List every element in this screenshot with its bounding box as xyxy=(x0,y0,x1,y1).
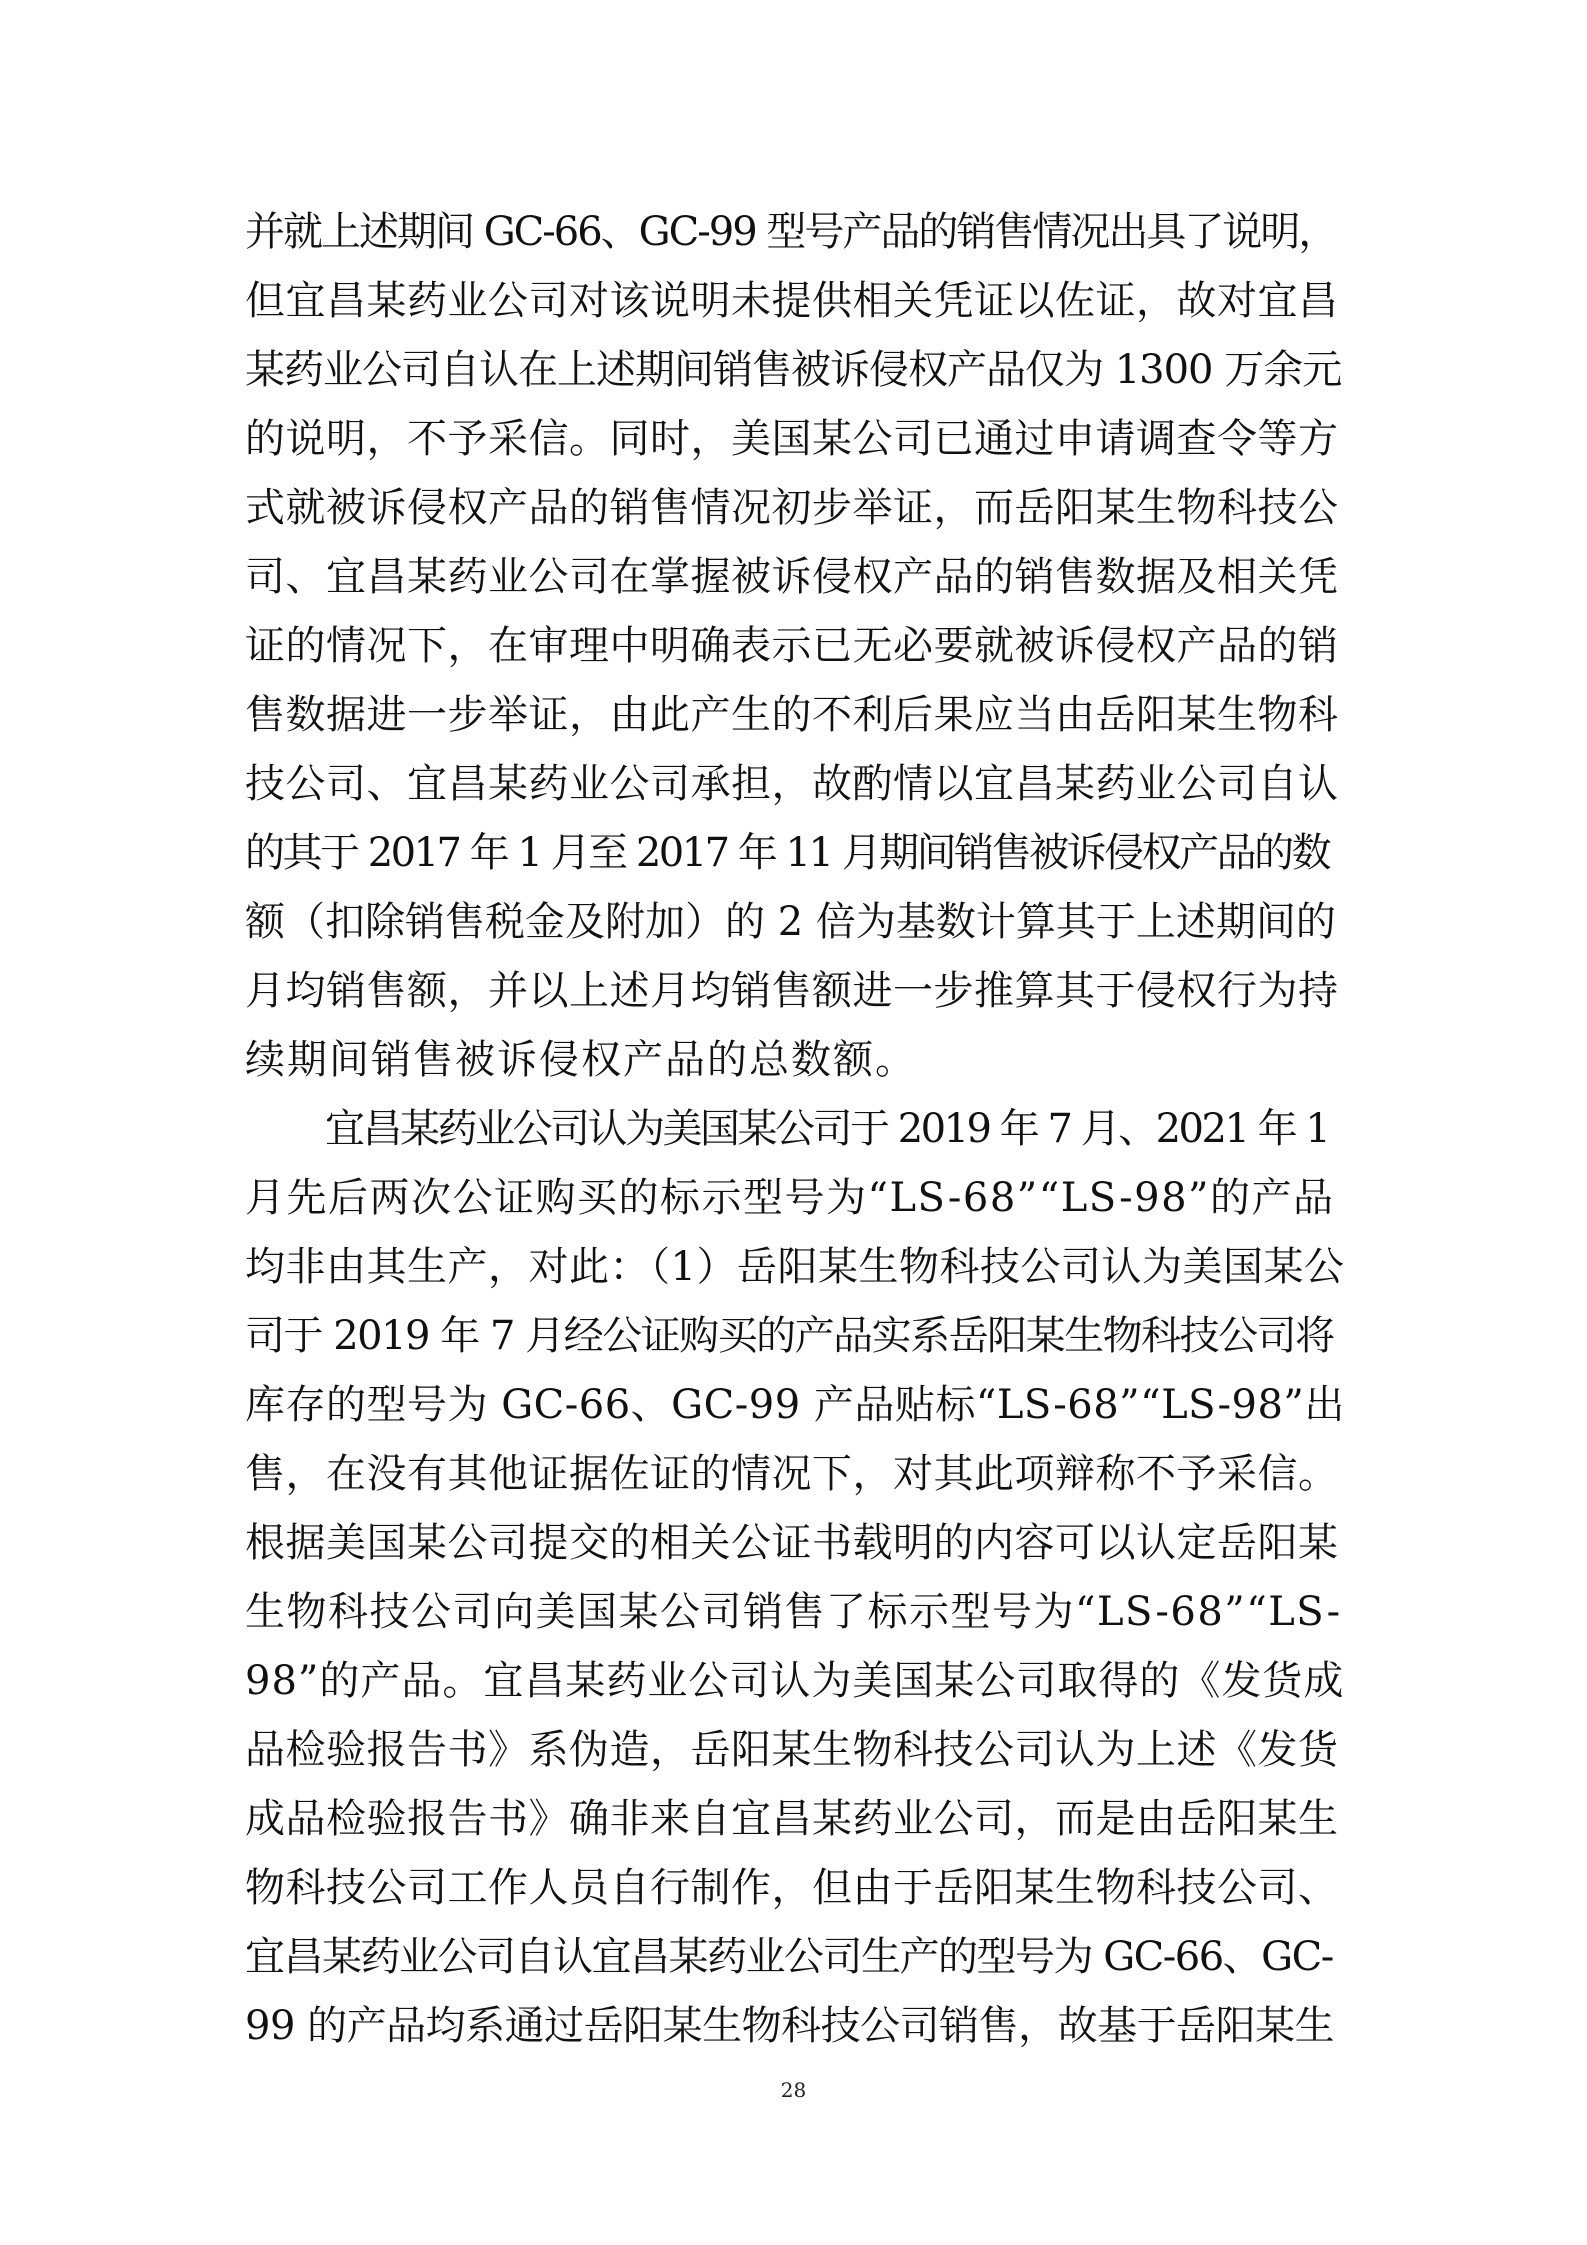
text-line: 售数据进一步举证，由此产生的不利后果应当由岳阳某生物科 xyxy=(245,692,1339,738)
text-line: 根据美国某公司提交的相关公证书载明的内容可以认定岳阳某 xyxy=(245,1520,1339,1566)
text-line: 的其于 2017 年 1 月至 2017 年 11 月期间销售被诉侵权产品的数 xyxy=(245,830,1330,876)
text-line: 证的情况下，在审理中明确表示已无必要就被诉侵权产品的销 xyxy=(245,623,1339,669)
text-line: 生物科技公司向美国某公司销售了标示型号为“LS-68”“LS- xyxy=(245,1589,1342,1635)
text-line: 月先后两次公证购买的标示型号为“LS-68”“LS-98”的产品 xyxy=(245,1175,1335,1221)
text-line: 司于 2019 年 7 月经公证购买的产品实系岳阳某生物科技公司将 xyxy=(245,1313,1334,1359)
text-line: 成品检验报告书》确非来自宜昌某药业公司，而是由岳阳某生 xyxy=(245,1796,1339,1842)
text-line: 99 的产品均系通过岳阳某生物科技公司销售，故基于岳阳某生 xyxy=(245,2003,1335,2049)
text-line: 司、宜昌某药业公司在掌握被诉侵权产品的销售数据及相关凭 xyxy=(245,554,1339,600)
text-line: 但宜昌某药业公司对该说明未提供相关凭证以佐证，故对宜昌 xyxy=(245,278,1339,324)
body-text xyxy=(245,198,1345,2061)
text-line: 续期间销售被诉侵权产品的总数额。 xyxy=(245,1037,917,1083)
text-line: 月均销售额，并以上述月均销售额进一步推算其于侵权行为持 xyxy=(245,968,1339,1014)
text-line: 式就被诉侵权产品的销售情况初步举证，而岳阳某生物科技公 xyxy=(245,485,1339,531)
text-line: 均非由其生产，对此：（1）岳阳某生物科技公司认为美国某公 xyxy=(245,1244,1345,1290)
text-line: 技公司、宜昌某药业公司承担，故酌情以宜昌某药业公司自认 xyxy=(245,761,1339,807)
paragraph-2 xyxy=(245,1095,1345,2061)
text-line: 售，在没有其他证据佐证的情况下，对其此项辩称不予采信。 xyxy=(245,1451,1339,1497)
paragraph-1 xyxy=(245,198,1345,1095)
text-line: 某药业公司自认在上述期间销售被诉侵权产品仅为 1300 万余元 xyxy=(245,347,1342,393)
text-line: 物科技公司工作人员自行制作，但由于岳阳某生物科技公司、 xyxy=(245,1865,1339,1911)
text-line: 98”的产品。宜昌某药业公司认为美国某公司取得的《发货成 xyxy=(245,1658,1345,1704)
page-number: 28 xyxy=(780,2078,807,2102)
text-line: 额（扣除销售税金及附加）的 2 倍为基数计算其于上述期间的 xyxy=(245,899,1336,945)
text-line: 库存的型号为 GC-66、GC-99 产品贴标“LS-68”“LS-98”出 xyxy=(245,1382,1345,1428)
text-line: 宜昌某药业公司认为美国某公司于 2019 年 7 月、2021 年 1 xyxy=(325,1106,1329,1152)
text-line: 并就上述期间 GC-66、GC-99 型号产品的销售情况出具了说明， xyxy=(245,209,1337,255)
text-line: 宜昌某药业公司自认宜昌某药业公司生产的型号为 GC-66、GC- xyxy=(245,1934,1333,1980)
text-line: 的说明，不予采信。同时，美国某公司已通过申请调查令等方 xyxy=(245,416,1339,462)
text-line: 品检验报告书》系伪造，岳阳某生物科技公司认为上述《发货 xyxy=(245,1727,1339,1773)
